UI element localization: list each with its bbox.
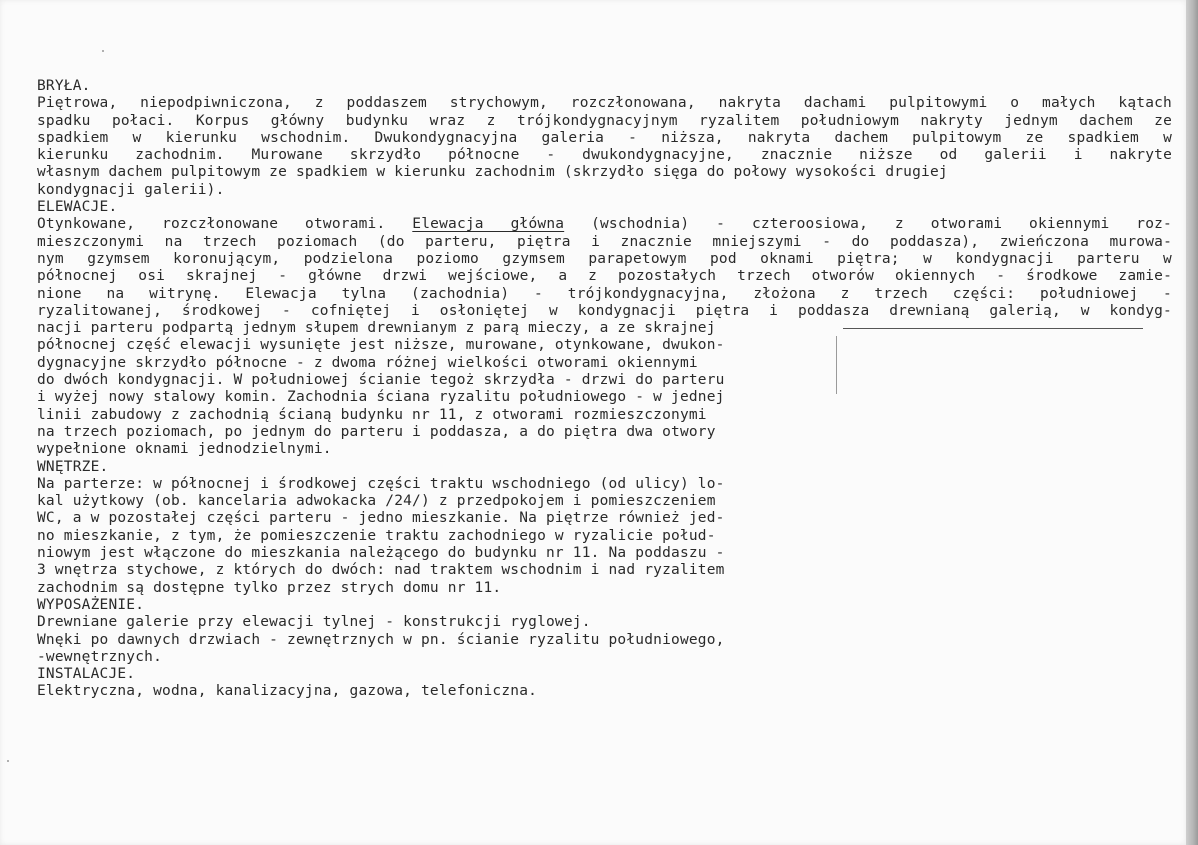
body-line: nym gzymsem koronującym, podzielona poziomo gzymsem parapetowym pod oknami piętra; w kondygnacji parteru w (37, 250, 1172, 267)
heading-wnetrze: WNĘTRZE. (37, 458, 109, 475)
body-line: kierunku zachodnim. Murowane skrzydło północne - dwukondygnacyjne, znacznie niższe od galerii i nakryte (37, 147, 1172, 164)
body-line: własnym dachem pulpitowym ze spadkiem w kierunku zachodnim (skrzydło sięga do połowy wysokości drugiej (37, 164, 948, 181)
body-line: Elektryczna, wodna, kanalizacyjna, gazowa, telefoniczna. (37, 683, 538, 700)
body-line: Wnęki po dawnych drzwiach - zewnętrznych w pn. ścianie ryzalitu południowego, (37, 631, 725, 648)
document-body (37, 78, 1172, 701)
horizontal-rule (843, 328, 1143, 329)
dust-speck (102, 50, 104, 52)
body-line: nacji parteru podpartą jednym słupem drewnianym z parą mieczy, a ze skrajnej (37, 320, 716, 337)
body-line: niowym jest włączone do mieszkania należącego do budynku nr 11. Na poddaszu - (37, 545, 725, 562)
body-line: mieszczonymi na trzech poziomach (do parteru, piętra i znacznie mniejszymi - do poddasza), zwieńczona murowa- (37, 233, 1172, 250)
dust-speck (7, 760, 9, 762)
body-line: linii zabudowy z zachodnią ścianą budynku nr 11, z otworami rozmieszczonymi (37, 406, 707, 423)
body-line: spadku połaci. Korpus główny budynku wraz z trójkondygnacyjnym ryzalitem południowym nakryty jednym dachem ze (37, 112, 1172, 129)
body-line: do dwóch kondygnacji. W południowej ścianie tegoż skrzydła - drzwi do parteru (37, 372, 725, 389)
body-line: kondygnacji galerii). (37, 181, 225, 198)
page-edge (1186, 0, 1198, 845)
heading-elewacje: ELEWACJE. (37, 199, 118, 216)
body-line: 3 wnętrza stychowe, z których do dwóch: nad traktem wschodnim i nad ryzalitem (37, 562, 725, 579)
body-line: na trzech poziomach, po jednym do parteru i poddasza, a do piętra dwa otwory (37, 423, 716, 440)
body-line: wypełnione oknami jednodzielnymi. (37, 441, 332, 458)
body-line: Piętrowa, niepodpiwniczona, z poddaszem strychowym, rozczłonowana, nakryta dachami pulpitowymi o małych kątach (37, 95, 1172, 112)
body-line: nione na witrynę. Elewacja tylna (zachodnia) - trójkondygnacyjna, złożona z trzech części: południowej - (37, 285, 1172, 302)
body-line: ryzalitowanej, środkowej - cofniętej i osłoniętej w kondygnacji piętra i poddasza drewnianą galerią, w kondyg- (37, 302, 1172, 319)
heading-wyposazenie: WYPOSAŻENIE. (37, 596, 145, 613)
heading-bryla: BRYŁA. (37, 78, 91, 94)
body-line: Drewniane galerie przy elewacji tylnej - konstrukcji ryglowej. (37, 614, 591, 631)
heading-instalacje: INSTALACJE. (37, 666, 136, 683)
body-line: dygnacyjne skrzydło północne - z dwoma różnej wielkości otworami okiennymi (37, 354, 698, 371)
body-line: WC, a w pozostałej części parteru - jedno mieszkanie. Na piętrze również jed- (37, 510, 725, 527)
body-line: kal użytkowy (ob. kancelaria adwokacka /24/) z przedpokojem i pomieszczeniem (37, 493, 716, 510)
body-line: Na parterze: w północnej i środkowej części traktu wschodniego (od ulicy) lo- (37, 475, 725, 492)
vertical-rule (836, 336, 837, 394)
body-line: no mieszkanie, z tym, że pomieszczenie traktu zachodniego w ryzalicie połud- (37, 527, 716, 544)
body-line: zachodnim są dostępne tylko przez strych domu nr 11. (37, 579, 502, 596)
body-line: i wyżej nowy stalowy komin. Zachodnia ściana ryzalitu południowego - w jednej (37, 389, 725, 406)
body-line: północnej osi skrajnej - główne drzwi wejściowe, a z pozostałych trzech otworów okiennych - środkowe zamie- (37, 268, 1172, 285)
body-line: -wewnętrznych. (37, 648, 163, 665)
underlined-term: Elewacja główna (412, 216, 565, 233)
body-line: spadkiem w kierunku wschodnim. Dwukondygnacyjna galeria - niższa, nakryta dachem pulpitowym ze spadkiem w (37, 129, 1172, 146)
text-run: Otynkowane, rozczłonowane otworami. (37, 216, 386, 233)
body-line: północnej część elewacji wysunięte jest niższe, murowane, otynkowane, dwukon- (37, 337, 725, 354)
body-line (37, 216, 1172, 233)
text-run: (wschodnia) - czteroosiowa, z otworami okiennymi roz- (591, 216, 1172, 233)
